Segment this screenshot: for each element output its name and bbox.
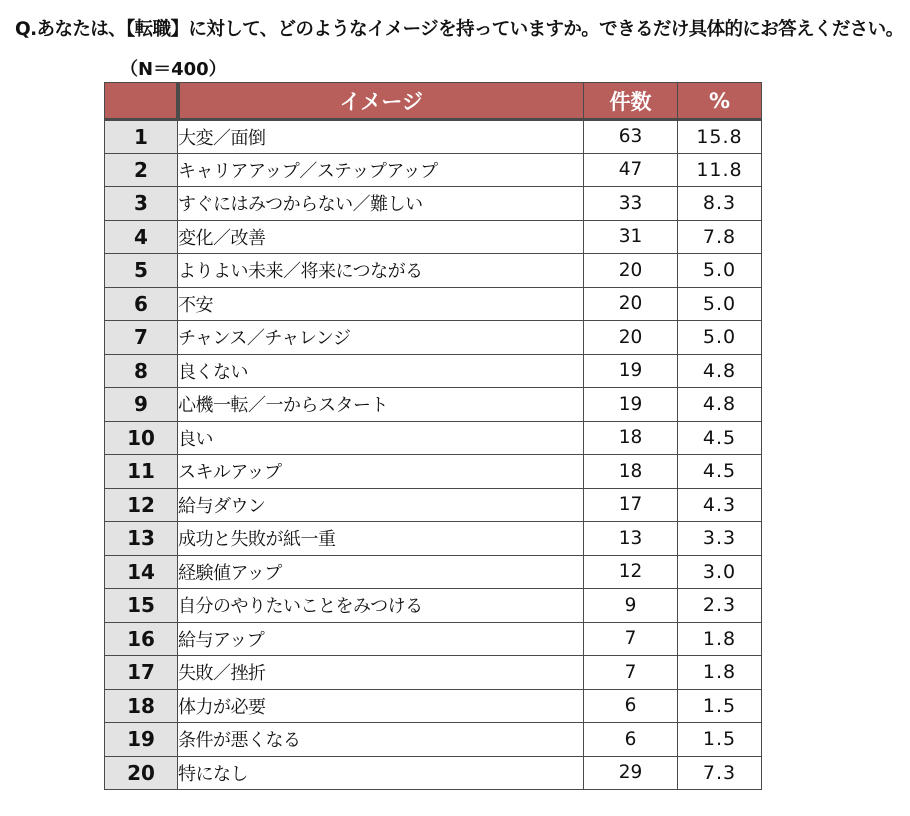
percent-column-header: % xyxy=(678,83,762,120)
count-cell: 63 xyxy=(584,120,678,154)
label-cell: 成功と失敗が紙一重 xyxy=(178,522,584,556)
count-cell: 20 xyxy=(584,321,678,355)
pct-cell: 2.3 xyxy=(678,589,762,623)
count-cell: 31 xyxy=(584,220,678,254)
table-row xyxy=(105,723,762,757)
table-row xyxy=(105,488,762,522)
label-cell: 経験値アップ xyxy=(178,555,584,589)
rank-cell: 2 xyxy=(105,153,178,187)
pct-cell: 7.3 xyxy=(678,756,762,790)
table-row xyxy=(105,321,762,355)
rank-cell: 8 xyxy=(105,354,178,388)
label-cell: 大変／面倒 xyxy=(178,120,584,154)
table-row xyxy=(105,756,762,790)
label-cell: 自分のやりたいことをみつける xyxy=(178,589,584,623)
pct-cell: 4.5 xyxy=(678,455,762,489)
table-row xyxy=(105,254,762,288)
rank-cell: 1 xyxy=(105,120,178,154)
rank-cell: 7 xyxy=(105,321,178,355)
question-text: Q.あなたは、【転職】に対して、どのようなイメージを持っていますか。できるだけ具体的にお答えください。 xyxy=(15,19,904,40)
count-cell: 7 xyxy=(584,656,678,690)
count-cell: 19 xyxy=(584,388,678,422)
table-row xyxy=(105,120,762,154)
rank-cell: 20 xyxy=(105,756,178,790)
pct-cell: 4.3 xyxy=(678,488,762,522)
table-row xyxy=(105,622,762,656)
rank-cell: 9 xyxy=(105,388,178,422)
rank-cell: 17 xyxy=(105,656,178,690)
rank-cell: 6 xyxy=(105,287,178,321)
label-cell: よりよい未来／将来につながる xyxy=(178,254,584,288)
label-cell: 不安 xyxy=(178,287,584,321)
rank-cell: 10 xyxy=(105,421,178,455)
count-cell: 13 xyxy=(584,522,678,556)
label-cell: キャリアアップ／ステップアップ xyxy=(178,153,584,187)
table-row xyxy=(105,153,762,187)
label-cell: 体力が必要 xyxy=(178,689,584,723)
ranking-table xyxy=(104,82,762,790)
rank-cell: 5 xyxy=(105,254,178,288)
table-row xyxy=(105,522,762,556)
label-cell: スキルアップ xyxy=(178,455,584,489)
pct-cell: 7.8 xyxy=(678,220,762,254)
rank-column-header xyxy=(105,83,178,120)
rank-cell: 19 xyxy=(105,723,178,757)
label-cell: 良くない xyxy=(178,354,584,388)
label-cell: 良い xyxy=(178,421,584,455)
pct-cell: 3.0 xyxy=(678,555,762,589)
table-row xyxy=(105,656,762,690)
count-cell: 18 xyxy=(584,455,678,489)
label-cell: 条件が悪くなる xyxy=(178,723,584,757)
pct-cell: 4.8 xyxy=(678,354,762,388)
rank-cell: 12 xyxy=(105,488,178,522)
label-cell: 給与アップ xyxy=(178,622,584,656)
count-cell: 19 xyxy=(584,354,678,388)
table-row xyxy=(105,555,762,589)
table-row xyxy=(105,455,762,489)
count-cell: 6 xyxy=(584,723,678,757)
table-row xyxy=(105,421,762,455)
table-row xyxy=(105,388,762,422)
pct-cell: 15.8 xyxy=(678,120,762,154)
count-cell: 18 xyxy=(584,421,678,455)
count-column-header: 件数 xyxy=(584,83,678,120)
table-row xyxy=(105,220,762,254)
count-cell: 17 xyxy=(584,488,678,522)
label-cell: 失敗／挫折 xyxy=(178,656,584,690)
pct-cell: 1.5 xyxy=(678,723,762,757)
count-cell: 20 xyxy=(584,287,678,321)
pct-cell: 4.5 xyxy=(678,421,762,455)
count-cell: 47 xyxy=(584,153,678,187)
label-cell: 給与ダウン xyxy=(178,488,584,522)
count-cell: 9 xyxy=(584,589,678,623)
label-cell: チャンス／チャレンジ xyxy=(178,321,584,355)
label-cell: 特になし xyxy=(178,756,584,790)
pct-cell: 5.0 xyxy=(678,287,762,321)
pct-cell: 8.3 xyxy=(678,187,762,221)
pct-cell: 5.0 xyxy=(678,321,762,355)
pct-cell: 3.3 xyxy=(678,522,762,556)
count-cell: 6 xyxy=(584,689,678,723)
rank-cell: 13 xyxy=(105,522,178,556)
table-row xyxy=(105,287,762,321)
table-row xyxy=(105,354,762,388)
pct-cell: 4.8 xyxy=(678,388,762,422)
pct-cell: 1.5 xyxy=(678,689,762,723)
table-row xyxy=(105,187,762,221)
rank-cell: 15 xyxy=(105,589,178,623)
rank-cell: 4 xyxy=(105,220,178,254)
rank-cell: 18 xyxy=(105,689,178,723)
rank-cell: 3 xyxy=(105,187,178,221)
rank-cell: 11 xyxy=(105,455,178,489)
table-header-row xyxy=(105,83,762,120)
pct-cell: 11.8 xyxy=(678,153,762,187)
rank-cell: 14 xyxy=(105,555,178,589)
table-row xyxy=(105,589,762,623)
pct-cell: 5.0 xyxy=(678,254,762,288)
rank-cell: 16 xyxy=(105,622,178,656)
label-cell: 心機一転／一からスタート xyxy=(178,388,584,422)
count-cell: 33 xyxy=(584,187,678,221)
sample-size: （N＝400） xyxy=(120,59,227,80)
count-cell: 12 xyxy=(584,555,678,589)
pct-cell: 1.8 xyxy=(678,622,762,656)
pct-cell: 1.8 xyxy=(678,656,762,690)
count-cell: 29 xyxy=(584,756,678,790)
count-cell: 7 xyxy=(584,622,678,656)
table-row xyxy=(105,689,762,723)
label-cell: 変化／改善 xyxy=(178,220,584,254)
label-cell: すぐにはみつからない／難しい xyxy=(178,187,584,221)
image-column-header: イメージ xyxy=(178,83,584,120)
count-cell: 20 xyxy=(584,254,678,288)
